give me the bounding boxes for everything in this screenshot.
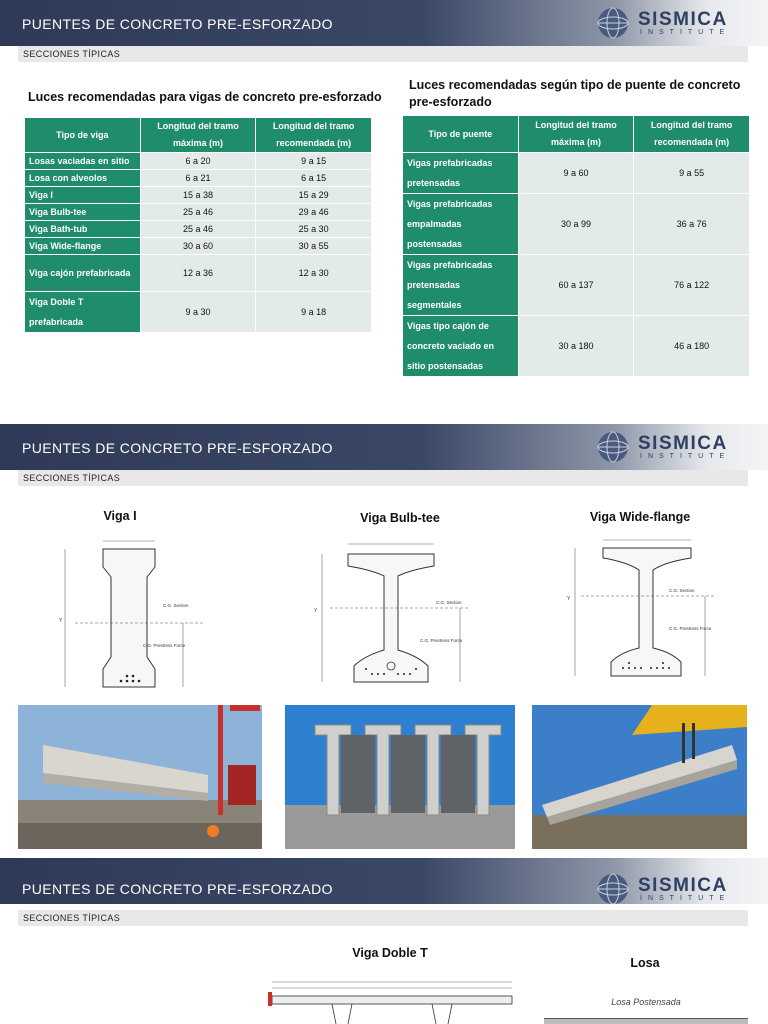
cell-value: 25 a 46 bbox=[140, 221, 256, 238]
table2-title: Luces recomendadas según tipo de puente de concreto pre-esforzado bbox=[409, 78, 741, 109]
section-bar bbox=[18, 470, 748, 486]
cell-value: 76 a 122 bbox=[634, 255, 750, 316]
table-header-row bbox=[25, 118, 372, 153]
row-label: Viga Bulb-tee bbox=[25, 204, 141, 221]
viga-doble-t-drawing bbox=[262, 976, 522, 1024]
cell-value: 36 a 76 bbox=[634, 194, 750, 255]
logo-wordmark: SISMICA bbox=[638, 875, 728, 896]
cell-value: 15 a 38 bbox=[140, 187, 256, 204]
column-header: Longitud del tramo recomendada (m) bbox=[256, 118, 372, 153]
sismica-logo bbox=[596, 430, 746, 464]
viga-wide-flange-drawing bbox=[555, 530, 730, 696]
caption-viga-i: Viga I bbox=[103, 509, 137, 523]
header-title: PUENTES DE CONCRETO PRE-ESFORZADO bbox=[22, 440, 333, 456]
cg-section-label: C.G. Section bbox=[669, 588, 695, 593]
section-title: SECCIONES TÍPICAS bbox=[23, 49, 121, 59]
logo-wordmark: SISMICA bbox=[638, 9, 728, 30]
cell-value: 30 a 99 bbox=[518, 194, 634, 255]
cell-value: 46 a 180 bbox=[634, 316, 750, 377]
slide-header bbox=[0, 858, 768, 904]
row-label: Viga I bbox=[25, 187, 141, 204]
row-label: Losa con alveolos bbox=[25, 170, 141, 187]
cg-prestress-label: C.G. Prestress Force bbox=[669, 626, 712, 631]
sismica-logo bbox=[596, 872, 746, 906]
logo-subtitle: INSTITUTE bbox=[640, 895, 731, 902]
photo-viga-i bbox=[18, 705, 262, 849]
column-header: Tipo de puente bbox=[403, 116, 519, 153]
globe-icon bbox=[596, 872, 632, 906]
column-header: Longitud del tramo máxima (m) bbox=[518, 116, 634, 153]
cell-value: 6 a 15 bbox=[256, 170, 372, 187]
cell-value: 9 a 15 bbox=[256, 153, 372, 170]
cell-value: 60 a 137 bbox=[518, 255, 634, 316]
table-row bbox=[25, 221, 372, 238]
cell-value: 30 a 180 bbox=[518, 316, 634, 377]
table-row bbox=[25, 292, 372, 333]
cell-value: 6 a 20 bbox=[140, 153, 256, 170]
losa-slab bbox=[544, 1018, 748, 1024]
sismica-logo bbox=[596, 6, 746, 40]
cg-section-label: C.G. Section bbox=[163, 603, 189, 608]
table-row bbox=[25, 187, 372, 204]
photo-viga-bulb-tee bbox=[285, 705, 515, 849]
header-title: PUENTES DE CONCRETO PRE-ESFORZADO bbox=[22, 881, 333, 897]
cell-value: 12 a 36 bbox=[140, 255, 256, 292]
table-puentes bbox=[402, 115, 750, 377]
cg-prestress-label: C.G. Prestress Force bbox=[420, 638, 463, 643]
y-label: Y bbox=[59, 618, 63, 624]
y-label: Y bbox=[567, 596, 571, 602]
section-title: SECCIONES TÍPICAS bbox=[23, 473, 121, 483]
cell-value: 9 a 18 bbox=[256, 292, 372, 333]
caption-viga-doble-t: Viga Doble T bbox=[352, 946, 428, 960]
cell-value: 29 a 46 bbox=[256, 204, 372, 221]
losa-label: Losa Postensada bbox=[611, 997, 681, 1007]
cell-value: 25 a 30 bbox=[256, 221, 372, 238]
table1-title: Luces recomendadas para vigas de concreto pre-esforzado bbox=[28, 90, 382, 104]
header-title: PUENTES DE CONCRETO PRE-ESFORZADO bbox=[22, 16, 333, 32]
caption-viga-wide-flange: Viga Wide-flange bbox=[589, 510, 691, 524]
section-title: SECCIONES TÍPICAS bbox=[23, 913, 121, 923]
table-row bbox=[25, 255, 372, 292]
table-row bbox=[403, 194, 750, 255]
row-label: Vigas prefabricadas pretensadas bbox=[403, 153, 519, 194]
table-row bbox=[25, 170, 372, 187]
cg-section-label: C.G. Section bbox=[436, 600, 462, 605]
row-label: Viga cajón prefabricada bbox=[25, 255, 141, 292]
table-row bbox=[25, 153, 372, 170]
cell-value: 9 a 60 bbox=[518, 153, 634, 194]
slide-3 bbox=[0, 858, 768, 1024]
slide-2 bbox=[0, 424, 768, 852]
cell-value: 30 a 60 bbox=[140, 238, 256, 255]
table-header-row bbox=[403, 116, 750, 153]
cell-value: 25 a 46 bbox=[140, 204, 256, 221]
section-bar bbox=[18, 910, 748, 926]
logo-subtitle: INSTITUTE bbox=[640, 29, 731, 36]
table-row bbox=[25, 238, 372, 255]
column-header: Longitud del tramo recomendada (m) bbox=[634, 116, 750, 153]
photo-viga-wide-flange bbox=[532, 705, 747, 849]
logo-subtitle: INSTITUTE bbox=[640, 453, 731, 460]
cell-value: 15 a 29 bbox=[256, 187, 372, 204]
cell-value: 12 a 30 bbox=[256, 255, 372, 292]
logo-wordmark: SISMICA bbox=[638, 433, 728, 454]
viga-i-drawing bbox=[55, 527, 215, 697]
row-label: Viga Bath-tub bbox=[25, 221, 141, 238]
row-label: Viga Doble T prefabricada bbox=[25, 292, 141, 333]
row-label: Vigas tipo cajón de concreto vaciado en sitio postensadas bbox=[403, 316, 519, 377]
cell-value: 30 a 55 bbox=[256, 238, 372, 255]
caption-losa: Losa bbox=[630, 956, 660, 970]
row-label: Viga Wide-flange bbox=[25, 238, 141, 255]
cell-value: 9 a 55 bbox=[634, 153, 750, 194]
column-header: Longitud del tramo máxima (m) bbox=[140, 118, 256, 153]
table-row bbox=[403, 153, 750, 194]
slide-header bbox=[0, 424, 768, 470]
table-row bbox=[25, 204, 372, 221]
cg-prestress-label: C.G. Prestress Force bbox=[143, 643, 186, 648]
y-label: Y bbox=[314, 608, 318, 614]
column-header: Tipo de viga bbox=[25, 118, 141, 153]
cell-value: 9 a 30 bbox=[140, 292, 256, 333]
table-vigas bbox=[24, 117, 372, 333]
table-row bbox=[403, 255, 750, 316]
globe-icon bbox=[596, 6, 632, 40]
slide-gap bbox=[0, 412, 768, 424]
losa-drawing bbox=[544, 988, 748, 1024]
row-label: Vigas prefabricadas empalmadas postensadas bbox=[403, 194, 519, 255]
slide-header bbox=[0, 0, 768, 46]
row-label: Losas vaciadas en sitio bbox=[25, 153, 141, 170]
cell-value: 6 a 21 bbox=[140, 170, 256, 187]
section-bar bbox=[18, 46, 748, 62]
row-label: Vigas prefabricadas pretensadas segmentales bbox=[403, 255, 519, 316]
viga-bulb-tee-drawing bbox=[300, 532, 500, 692]
caption-viga-bulb-tee: Viga Bulb-tee bbox=[360, 511, 440, 525]
slide-1 bbox=[0, 0, 768, 412]
table-row bbox=[403, 316, 750, 377]
globe-icon bbox=[596, 430, 632, 464]
